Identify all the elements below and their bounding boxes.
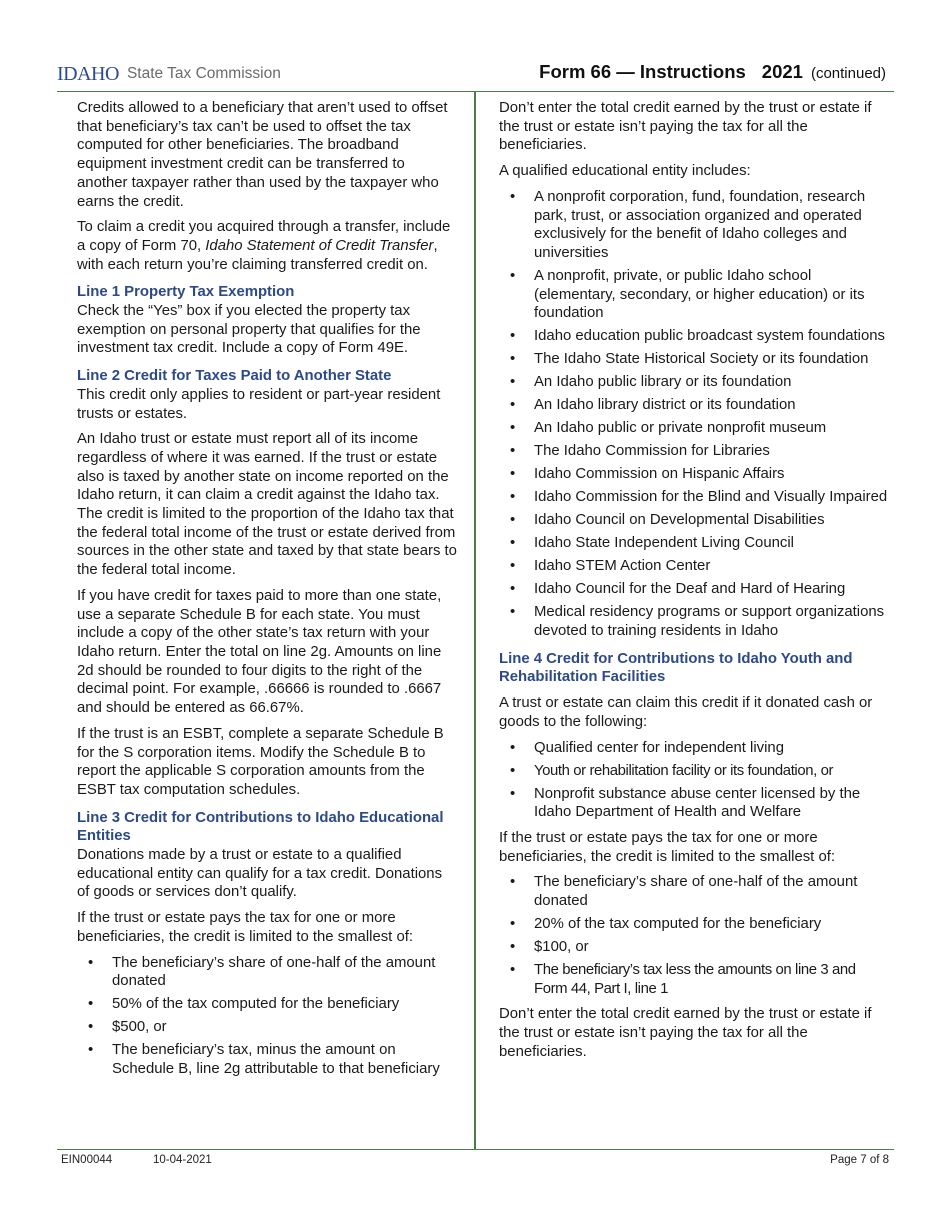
list-item: • Idaho Council on Developmental Disabilities [499,511,892,530]
form-code: EIN00044 [61,1154,113,1166]
paragraph-dont-enter-top: Don’t enter the total credit earned by the trust or estate if the trust or estate isn’t paying the tax for all the beneficiaries. [499,100,872,154]
list-item: • 50% of the tax computed for the beneficiary [77,995,457,1014]
page-number: Page 7 of 8 [830,1154,889,1166]
list-item: • The beneficiary’s share of one-half of the amount donated [77,954,457,991]
list-item: • An Idaho library district or its foundation [499,396,892,415]
list-item: • A nonprofit corporation, fund, foundation, research park, trust, or association organized and operated exclusively for the benefit of Idaho colleges and universities [499,188,892,263]
list-item: • Idaho Council for the Deaf and Hard of Hearing [499,580,892,599]
list-item: • The beneficiary’s tax, minus the amount on Schedule B, line 2g attributable to that beneficiary [77,1041,457,1078]
transfer-text: To claim a credit you acquired through a transfer, include a copy of Form 70, [77,219,451,254]
line4-recipient-list [499,739,892,822]
list-item: • Qualified center for independent living [499,739,892,758]
column-divider [474,91,476,1150]
agency-name: State Tax Commission [126,65,281,82]
paragraph-line4-a: A trust or estate can claim this credit if it donated cash or goods to the following: [499,695,873,730]
page-header [57,60,894,92]
heading-line3: Line 3 Credit for Contributions to Idaho Educational Entities [77,809,444,845]
list-item: • A nonprofit, private, or public Idaho school (elementary, secondary, or higher education) or its foundation [499,267,892,323]
revision-date: 10-04-2021 [153,1154,212,1166]
list-item: • Idaho State Independent Living Council [499,534,892,553]
transfer-text-end: , with each return you’re claiming transferred credit on. [77,237,438,273]
paragraph-line2-b: An Idaho trust or estate must report all of its income regardless of where it was earned. If the trust or estate also is taxed by another state on income reported on the Idaho return, it can claim a credit against the Idaho tax. The credit is limited to the proportion of the Idaho tax that the federal total income of the trust or estate derived from sources in the other state and taxed by that state bears to the federal total income. [77,431,457,579]
paragraph-line2-d: If the trust is an ESBT, complete a separate Schedule B for the S corporation items. Modify the Schedule B to report the applicable S corporation amounts from the ESBT tax computation schedules. [77,725,444,798]
list-item: • Youth or rehabilitation facility or its foundation, or [499,762,892,781]
qualified-entity-list [499,188,892,641]
paragraph-line3-b: If the trust or estate pays the tax for one or more beneficiaries, the credit is limited to the smallest of: [77,910,414,945]
paragraph-transfer [77,218,457,274]
heading-line4: Line 4 Credit for Contributions to Idaho Youth and Rehabilitation Facilities [499,650,853,686]
list-item: • $100, or [499,938,892,957]
agency-logo [57,62,281,86]
form-title [539,61,886,83]
left-column [77,99,457,1086]
list-item: • Nonprofit substance abuse center licensed by the Idaho Department of Health and Welfare [499,785,892,822]
list-item: • The beneficiary’s tax less the amounts on line 3 and Form 44, Part I, line 1 [499,961,892,998]
line4-limit-list [499,873,892,998]
list-item: • The Idaho Commission for Libraries [499,442,892,461]
right-column [499,99,892,1069]
list-item: • The Idaho State Historical Society or its foundation [499,350,892,369]
form-name: Form 66 — Instructions [539,61,746,82]
paragraph-credits: Credits allowed to a beneficiary that aren’t used to offset that beneficiary’s tax can’t be used to offset the tax computed for other beneficiaries. The broadband equipment investment credit can be transferred to another taxpayer rather than used by the taxpayer who earns the credit. [77,100,448,210]
form-70-title: Idaho Statement of Credit Transfer [205,237,434,254]
page-footer [57,1149,894,1172]
paragraph-line4-b: If the trust or estate pays the tax for one or more beneficiaries, the credit is limited to the smallest of: [499,829,836,865]
list-item: • Idaho STEM Action Center [499,557,892,576]
heading-line2: Line 2 Credit for Taxes Paid to Another State [77,368,392,385]
list-item: • The beneficiary’s share of one-half of the amount donated [499,873,892,910]
list-item: • An Idaho public library or its foundation [499,373,892,392]
list-item: • Idaho Commission on Hispanic Affairs [499,465,892,484]
list-item: • Idaho education public broadcast system foundations [499,327,892,346]
paragraph-dont-enter-bottom: Don’t enter the total credit earned by the trust or estate if the trust or estate isn’t paying the tax for all the beneficiaries. [499,1006,872,1060]
list-item: • $500, or [77,1018,457,1037]
logo-wordmark: IDAHO [57,62,119,85]
list-item: • 20% of the tax computed for the beneficiary [499,915,892,934]
form-year: 2021 [761,61,803,82]
heading-line1: Line 1 Property Tax Exemption [77,284,295,301]
list-item: • Medical residency programs or support organizations devoted to training residents in Idaho [499,603,892,640]
list-item: • An Idaho public or private nonprofit museum [499,419,892,438]
paragraph-line2-a: This credit only applies to resident or part-year resident trusts or estates. [77,386,441,422]
paragraph-line1: Check the “Yes” box if you elected the property tax exemption on personal property that qualifies for the investment tax credit. Include a copy of Form 49E. [77,303,421,357]
line3-limit-list [77,954,457,1079]
paragraph-line3-a: Donations made by a trust or estate to a qualified educational entity can qualify for a tax credit. Donations of goods or services don’t qualify. [77,847,443,901]
paragraph-qee-intro: A qualified educational entity includes: [499,163,751,180]
continued-label: (continued) [810,65,886,82]
list-item: • Idaho Commission for the Blind and Visually Impaired [499,488,892,507]
paragraph-line2-c: If you have credit for taxes paid to more than one state, use a separate Schedule B for each state. You must include a copy of the other state’s tax return with your Idaho return. Enter the total on line 2g. Amounts on line 2d should be rounded to four digits to the right of the decimal point. For example, .66666 is rounded to .6667 and should be entered as 66.67%. [77,587,442,717]
